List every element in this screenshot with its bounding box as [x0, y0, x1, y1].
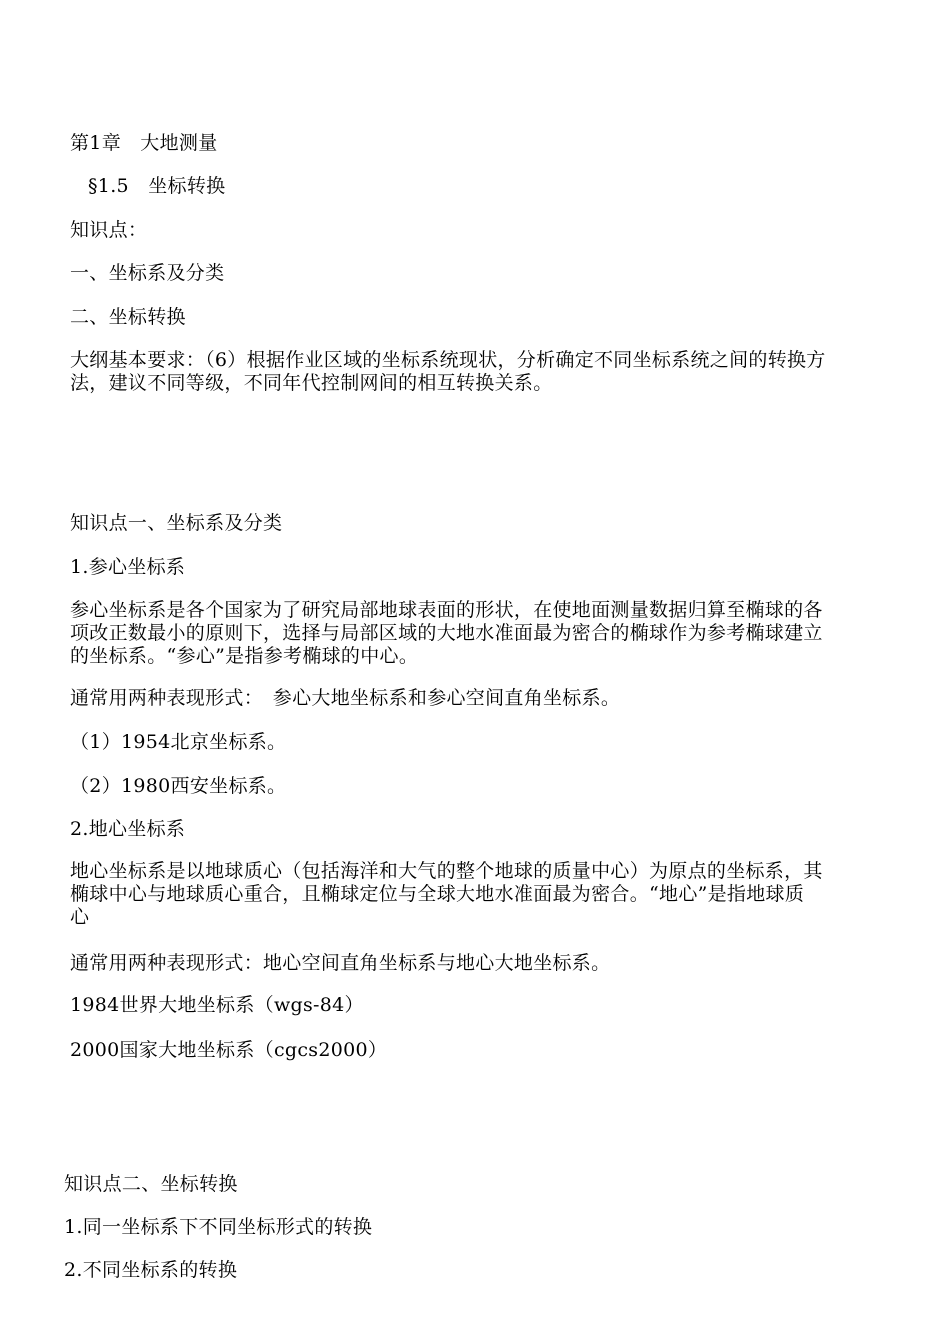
sub2-item: 2000国家大地坐标系（cgcs2000） [70, 1039, 388, 1061]
outline-requirement [70, 349, 826, 395]
kp1-heading: 知识点一、坐标系及分类 [70, 512, 283, 534]
sub1-heading: 1.参心坐标系 [70, 556, 186, 578]
text-line: 参心坐标系是各个国家为了研究局部地球表面的形状，在使地面测量数据归算至椭球的各 [70, 599, 823, 621]
text-line: 椭球中心与地球质心重合，且椭球定位与全球大地水准面最为密合。“地心”是指地球质 [70, 883, 805, 905]
sub2-forms: 通常用两种表现形式：地心空间直角坐标系与地心大地坐标系。 [70, 952, 611, 974]
knowledge-points-label: 知识点： [70, 219, 148, 241]
sub1-forms: 通常用两种表现形式： 参心大地坐标系和参心空间直角坐标系。 [70, 687, 621, 709]
text-line: 法，建议不同等级，不同年代控制网间的相互转换关系。 [70, 372, 553, 394]
text-line: 大纲基本要求：（6）根据作业区域的坐标系统现状，分析确定不同坐标系统之间的转换方 [70, 349, 826, 371]
sub2-heading: 2.地心坐标系 [70, 818, 186, 840]
kp2-heading: 知识点二、坐标转换 [64, 1173, 238, 1195]
sub1-item: （2）1980西安坐标系。 [70, 775, 287, 797]
text-line: 地心坐标系是以地球质心（包括海洋和大气的整个地球的质量中心）为原点的坐标系，其 [70, 860, 823, 882]
sub1-paragraph [70, 599, 823, 668]
text-line: 项改正数最小的原则下，选择与局部区域的大地水准面最为密合的椭球作为参考椭球建立 [70, 622, 823, 644]
text-line: 心 [70, 906, 90, 928]
kp-list-item: 一、坐标系及分类 [70, 262, 225, 284]
kp2-item: 1.同一坐标系下不同坐标形式的转换 [64, 1216, 373, 1238]
kp2-item: 2.不同坐标系的转换 [64, 1259, 238, 1281]
sub2-paragraph [70, 860, 823, 929]
section-title: §1.5 坐标转换 [88, 175, 226, 197]
text-line: 的坐标系。“参心”是指参考椭球的中心。 [70, 645, 419, 667]
sub1-item: （1）1954北京坐标系。 [70, 731, 287, 753]
chapter-title: 第1章 大地测量 [70, 132, 218, 154]
kp-list-item: 二、坐标转换 [70, 306, 186, 328]
sub2-item: 1984世界大地坐标系（wgs-84） [70, 994, 364, 1016]
